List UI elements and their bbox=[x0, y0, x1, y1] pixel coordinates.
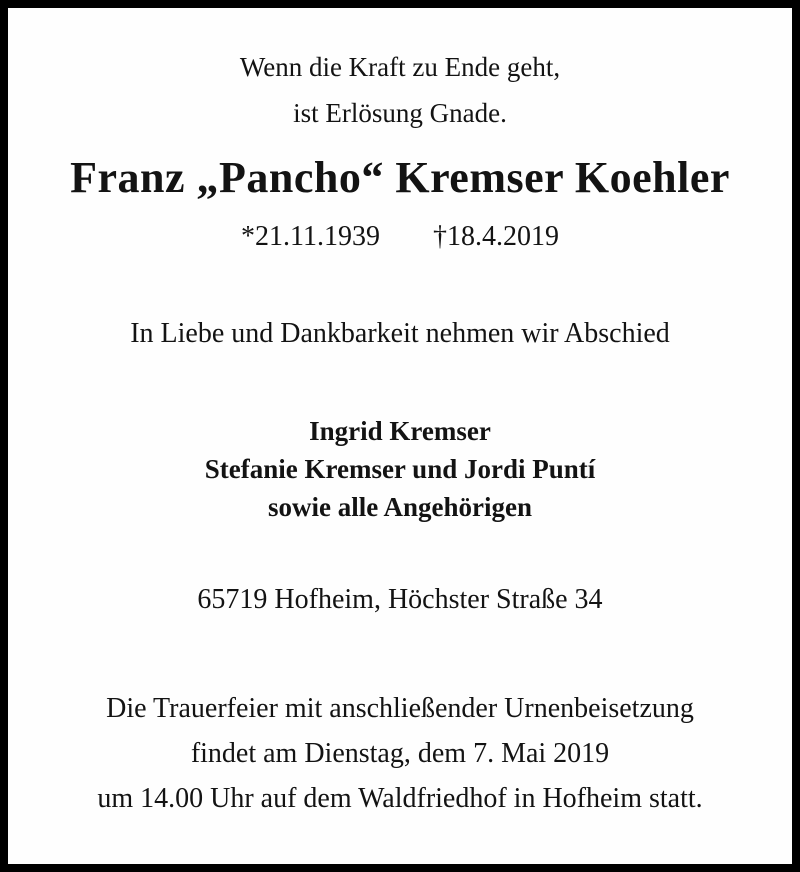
mourner-line-1: Ingrid Kremser bbox=[309, 416, 491, 446]
deceased-name: Franz „Pancho“ Kremser Koehler bbox=[70, 153, 730, 202]
epigraph-line-1: Wenn die Kraft zu Ende geht, bbox=[239, 52, 561, 82]
funeral-line-1: Die Trauerfeier mit anschließender Urnenbeisetzung bbox=[106, 693, 694, 724]
funeral-line-2: findet am Dienstag, dem 7. Mai 2019 bbox=[190, 738, 610, 769]
farewell-line: In Liebe und Dankbarkeit nehmen wir Abschied bbox=[130, 318, 670, 349]
mourner-line-2: Stefanie Kremser und Jordi Puntí bbox=[204, 454, 596, 484]
life-dates bbox=[8, 220, 792, 254]
birth-date: *21.11.1939 bbox=[241, 221, 380, 252]
mourner-line-3: sowie alle Angehörigen bbox=[268, 492, 532, 522]
address-line: 65719 Hofheim, Höchster Straße 34 bbox=[197, 584, 603, 615]
death-date: †18.4.2019 bbox=[432, 221, 559, 252]
epigraph bbox=[8, 44, 792, 136]
funeral-line-3: um 14.00 Uhr auf dem Waldfriedhof in Hofheim statt. bbox=[97, 783, 703, 814]
funeral-info bbox=[8, 686, 792, 821]
epigraph-line-2: ist Erlösung Gnade. bbox=[293, 98, 507, 128]
mourners-list bbox=[8, 412, 792, 526]
